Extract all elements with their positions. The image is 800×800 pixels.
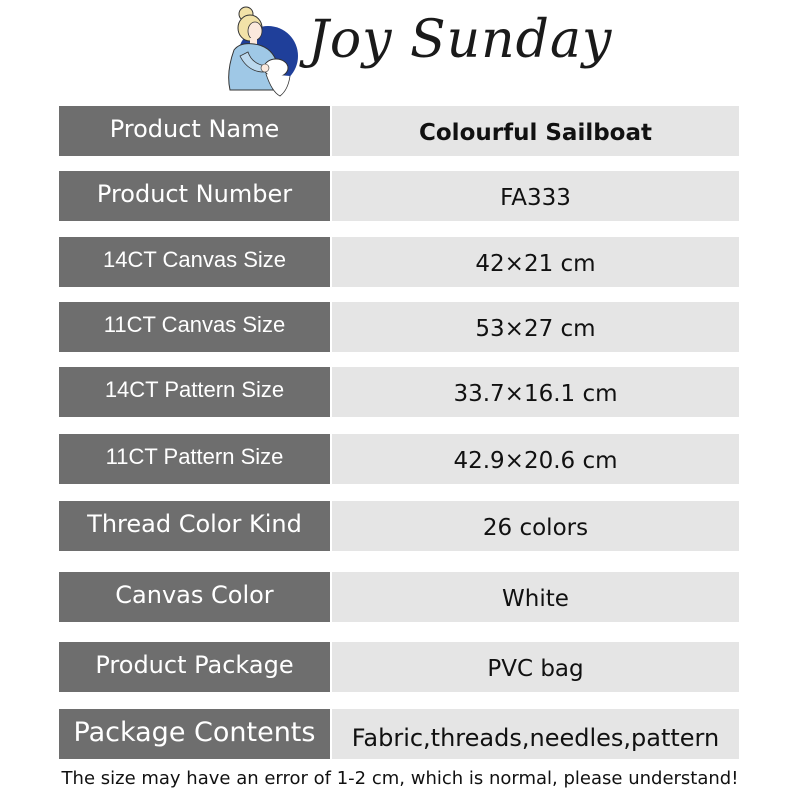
spec-row-14ct-canvas-size	[59, 237, 739, 287]
spec-value: 33.7×16.1 cm	[332, 367, 739, 417]
spec-label: 14CT Canvas Size	[59, 237, 330, 287]
spec-label: Product Package	[59, 642, 330, 692]
spec-label: 14CT Pattern Size	[59, 367, 330, 417]
spec-row-11ct-canvas-size	[59, 302, 739, 352]
embroidering-woman-icon	[220, 2, 302, 100]
spec-value: Fabric,threads,needles,pattern	[332, 709, 739, 759]
spec-value: PVC bag	[332, 642, 739, 692]
spec-row-package-contents	[59, 709, 739, 759]
spec-label: 11CT Canvas Size	[59, 302, 330, 352]
spec-value: 53×27 cm	[332, 302, 739, 352]
spec-row-11ct-pattern-size	[59, 434, 739, 484]
spec-row-product-name	[59, 106, 739, 156]
brand-header	[0, 0, 800, 100]
spec-label: Canvas Color	[59, 572, 330, 622]
spec-row-product-number	[59, 171, 739, 221]
size-disclaimer: The size may have an error of 1-2 cm, which is normal, please understand!	[61, 768, 739, 789]
spec-label: 11CT Pattern Size	[59, 434, 330, 484]
spec-value: 26 colors	[332, 501, 739, 551]
spec-value: Colourful Sailboat	[332, 106, 739, 156]
spec-row-thread-color-kind	[59, 501, 739, 551]
spec-value: White	[332, 572, 739, 622]
spec-value: 42.9×20.6 cm	[332, 434, 739, 484]
spec-row-canvas-color	[59, 572, 739, 622]
spec-label: Product Number	[59, 171, 330, 221]
spec-value: 42×21 cm	[332, 237, 739, 287]
spec-label: Thread Color Kind	[59, 501, 330, 551]
spec-label: Package Contents	[59, 709, 330, 759]
spec-row-14ct-pattern-size	[59, 367, 739, 417]
brand-name: Joy Sunday	[308, 10, 613, 70]
spec-label: Product Name	[59, 106, 330, 156]
spec-value: FA333	[332, 171, 739, 221]
spec-row-product-package	[59, 642, 739, 692]
